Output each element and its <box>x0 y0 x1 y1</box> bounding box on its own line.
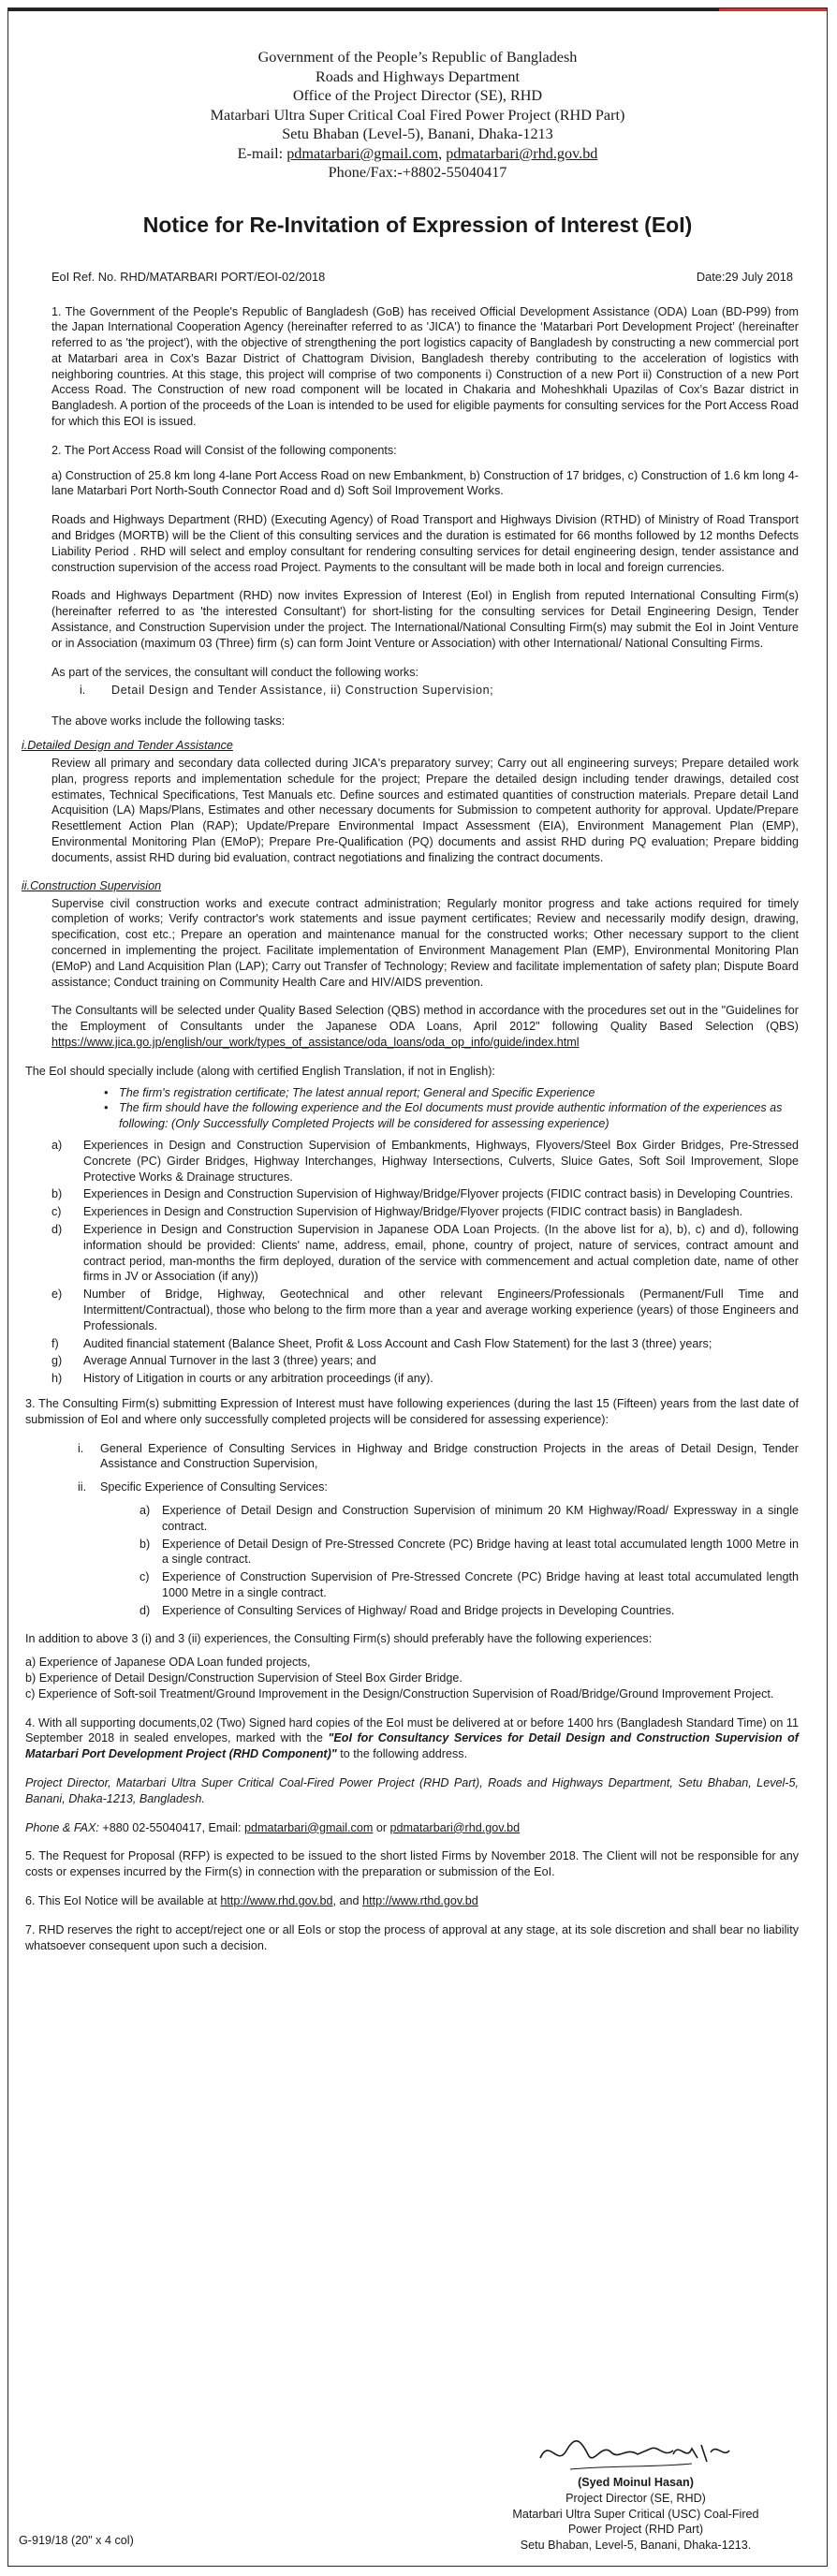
specific-item-text: Experience of Detail Design and Construction Supervision of minimum 20 KM Highway/Road/ Expressway in a single contract. <box>162 1503 799 1533</box>
works-item <box>8 683 827 699</box>
contact-email-rhd[interactable]: pdmatarbari@rhd.gov.bd <box>389 1820 521 1834</box>
experience-item <box>8 1287 827 1333</box>
paragraph-7-rights: 7. RHD reserves the right to accept/reject one or all EoIs or stop the process of approval at any stage, at its sole discretion and shall bear no liability whatsoever consequent upon such a decision. <box>25 1922 799 1952</box>
specific-experience-text: Specific Experience of Consulting Services: <box>100 1480 328 1494</box>
specific-experience-item <box>8 1569 827 1601</box>
handwritten-signature <box>533 2430 739 2477</box>
signatory-title: Project Director (SE, RHD) <box>565 2491 706 2505</box>
experience-text: Experiences in Design and Construction Supervision of Embankments, Highways, Flyovers/Steel Box Girder Bridges, Pre-Stressed Concrete (PC) Girder Bridges, Highway Interchanges, Highway Intersections, Culverts, Sluice Gates, Soft Soil Improvement, Slope Protective Works & Drainage structures. <box>83 1138 799 1184</box>
letterhead-address: Setu Bhaban (Level-5), Banani, Dhaka-1213 <box>282 125 553 142</box>
section-supervision-text: Supervise civil construction works and execute contract administration; Regularly monitor progress and take actions required for timely completion of works; Verify contractor's work statements and issue payment certificates; Review and necessarily modify design, drawing, specification, cost etc.; Prepare an operation and maintenance manual for the constructed works; Other necessary support to the client concerned in implementing the project. Facilitate implementation of Environment Management Plan (EMP), Environmental Monitoring Plan (EMoP) and Land Acquisition Plan (LAP); Carry out Transfer of Technology; Review and facilitate implementation of safety plan; Dispute Board assistance; Conduct training on Community Health Care and HIV/AIDS prevention. <box>51 896 799 989</box>
works-item-marker: i. <box>80 684 86 698</box>
contact-phone: +880 02-55040417, Email: <box>102 1820 244 1834</box>
tasks-intro: The above works include the following tasks: <box>51 714 286 729</box>
signatory-project-line2: Power Project (RHD Part) <box>567 2523 704 2537</box>
experience-marker: h) <box>51 1372 63 1386</box>
letterhead-project: Matarbari Ultra Super Critical Coal Fired Power Project (RHD Part) <box>210 106 625 124</box>
eoi-include-intro: The EoI should specially include (along with certified English Translation, if not in English): <box>25 1064 495 1078</box>
specific-item-marker: a) <box>140 1503 151 1517</box>
paragraph-qbs <box>8 1003 827 1050</box>
general-experience <box>8 1441 827 1473</box>
contact-or: or <box>373 1820 390 1834</box>
paragraph-works-intro: As part of the services, the consultant will conduct the following works: <box>51 665 418 679</box>
paragraph-invitation: Roads and Highways Department (RHD) now invites Expression of Interest (EoI) in English from reputed International Consulting Firm(s) (hereinafter referred to as 'the interested Consultant') for short-listing for the consulting services for Detail Engineering Design, Tender Assistance, and Construction Supervision under the project. The International/National Consulting Firm(s) may submit the EoI in Joint Venture or in Association (maximum 03 (Three) firm (s) can form Joint Venture or Association) with other International/ National Consulting Firms. <box>51 589 799 650</box>
paragraph-2-heading: 2. The Port Access Road will Consist of the following components: <box>51 443 397 457</box>
experience-text: Number of Bridge, Highway, Geotechnical and other relevant Engineers/Professionals (Permanent/Full Time and Intermittent/Contractual), those who belong to the firm more than a year and average working experience (years) of those Engineers and Professionals. <box>83 1288 799 1332</box>
reference-row <box>8 270 827 284</box>
bullet-text: The firm should have the following experience and the EoI documents must provide authentic information of the experiences as following: (Only Successfully Completed Projects will be considered for assessing experience) <box>119 1101 783 1131</box>
specific-experience <box>8 1479 827 1495</box>
experience-text: Experiences in Design and Construction Supervision of Highway/Bridge/Flyover projects (FIDIC contract basis) in Developing Countries. <box>83 1187 794 1201</box>
bullet-marker: • <box>104 1085 109 1099</box>
specific-item-text: Experience of Detail Design of Pre-Stressed Concrete (PC) Bridge having at least total accumulated length 1000 Metre in a single contract. <box>162 1537 799 1567</box>
general-experience-text: General Experience of Consulting Services in Highway and Bridge construction Projects in the areas of Detail Design, Tender Assistance and Construction Supervision, <box>100 1441 799 1471</box>
paragraph-2-components: a) Construction of 25.8 km long 4-lane Port Access Road on new Embankment, b) Construction of 17 bridges, c) Construction of 1.6 km long 4-lane Matarbari Port North-South Connector Road and d) Soft Soil Improvement Works. <box>51 468 799 498</box>
notice-frame <box>7 7 828 2567</box>
experience-item <box>8 1138 827 1185</box>
preferable-item: b) Experience of Detail Design/Construction Supervision of Steel Box Girder Bridge. <box>25 1671 463 1685</box>
signatory-address: Setu Bhaban, Level-5, Banani, Dhaka-1213. <box>520 2539 752 2553</box>
experience-item <box>8 1336 827 1352</box>
email-separator: , <box>438 144 447 162</box>
signature-stroke <box>540 2441 673 2458</box>
paragraph-6-availability <box>8 1893 827 1909</box>
availability-text: 6. This EoI Notice will be available at <box>25 1894 221 1908</box>
bullet-item <box>8 1085 827 1101</box>
experience-item <box>8 1186 827 1202</box>
letterhead-emails <box>8 144 827 164</box>
email-label: E-mail: <box>237 144 287 162</box>
rthd-website-link[interactable]: http://www.rthd.gov.bd <box>362 1894 478 1908</box>
experience-text: Audited financial statement (Balance Sheet, Profit & Loss Account and Cash Flow Statement) for the last 3 (three) years; <box>83 1336 712 1350</box>
submission-address: Project Director, Matarbari Ultra Super Critical Coal-Fired Power Project (RHD Part), Roads and Highways Department, Setu Bhaban, Level-5, Banani, Dhaka-1213, Bangladesh. <box>25 1776 799 1805</box>
experience-item <box>8 1204 827 1220</box>
email-link-rhd[interactable]: pdmatarbari@rhd.gov.bd <box>446 144 598 162</box>
experience-marker: c) <box>51 1205 62 1219</box>
contact-label: Phone & FAX: <box>25 1820 103 1834</box>
specific-item-marker: d) <box>140 1603 151 1617</box>
letterhead-govt: Government of the People’s Republic of Bangladesh <box>257 49 578 66</box>
notice-body <box>8 8 827 1966</box>
signature-date-stroke <box>673 2445 729 2462</box>
preferable-item: c) Experience of Soft-soil Treatment/Ground Improvement in the Design/Construction Supervision of Road/Bridge/Ground Improvement Project. <box>25 1686 774 1700</box>
notice-date: Date:29 July 2018 <box>696 269 793 284</box>
specific-item-marker: b) <box>140 1537 151 1551</box>
bullet-marker: • <box>104 1101 109 1115</box>
preferable-item: a) Experience of Japanese ODA Loan funded projects, <box>25 1656 311 1670</box>
reference-number: EoI Ref. No. RHD/MATARBARI PORT/EOI-02/2018 <box>51 269 326 284</box>
preferable-intro: In addition to above 3 (i) and 3 (ii) experiences, the Consulting Firm(s) should preferably have the following experiences: <box>25 1632 653 1646</box>
paragraph-1: 1. The Government of the People's Republic of Bangladesh (GoB) has received Official Development Assistance (ODA) Loan (BD-P99) from the Japan International Cooperation Agency (hereinafter referred to as 'JICA') to finance the ‘Matarbari Port Development Project’ (hereinafter referred to as 'the project'), with the objective of strengthening the port logistics capacity of Bangladesh by constructing a new commercial port at Matarbari area in Cox’s Bazar District of Chattogram Division, Bangladesh thereby contributing to the acceleration of logistics with neighboring countries. At this stage, this project will comprise of two components i) Construction of a new Port ii) Construction of a new Port Access Road. The Construction of new road component will be located in Chakaria and Moheshkhali Upazilas of Cox’s Bazar district in Bangladesh. A portion of the proceeds of the Loan is intended to be used for eligible payments for consulting services for the Port Access Road for which this EOI is issued. <box>51 304 799 429</box>
experience-marker: g) <box>51 1354 63 1368</box>
specific-item-marker: c) <box>140 1570 150 1584</box>
experience-text: History of Litigation in courts or any arbitration proceedings (if any). <box>83 1372 433 1386</box>
specific-experience-item <box>8 1503 827 1535</box>
specific-experience-item <box>8 1603 827 1619</box>
experience-item <box>8 1353 827 1369</box>
experience-text: Experiences in Design and Construction Supervision of Highway/Bridge/Flyover projects (FIDIC contract basis) in Bangladesh. <box>83 1205 743 1219</box>
availability-and: , and <box>332 1894 363 1908</box>
signatory-name: (Syed Moinul Hasan) <box>578 2476 694 2489</box>
signature-block <box>439 2475 832 2554</box>
experience-marker: b) <box>51 1187 63 1201</box>
qbs-text: The Consultants will be selected under Quality Based Selection (QBS) method in accordance with the procedures set out in the "Guidelines for the Employment of Consultants under the Japanese ODA Loans, April 2012" following Quality Based Selection (QBS) <box>51 1004 799 1034</box>
email-link-gmail[interactable]: pdmatarbari@gmail.com <box>286 144 439 162</box>
section-design-text: Review all primary and secondary data collected during JICA's preparatory survey; Carry out all engineering surveys; Prepare detailed work plan, progress reports and implementation schedule for the project; Prepare the detailed design including tender drawings, detailed cost estimates, Technical Specifications, Test Manuals etc. Define sources and estimated quantities of construction materials. Prepare detail Land Acquisition (LA) Maps/Plans, Estimates and other necessary documents for Submission to competent authority for approval. Update/Prepare Resettlement Action Plan (RAP); Update/Prepare Environmental Impact Assessment (EIA), Environment Management Plan (EMP), Environmental Monitoring Plan (EMoP); Prepare Pre-Qualification (PQ) documents and assist RHD during PQ evaluation; Prepare bidding documents, assist RHD during bid evaluation, contract negotiations and finalizing the contract documents. <box>51 757 799 864</box>
bullet-text: The firm's registration certificate; The latest annual report; General and Specific Experience <box>119 1085 595 1099</box>
publication-code: G-919/18 (20" x 4 col) <box>19 2534 134 2547</box>
specific-experience-marker: ii. <box>78 1480 87 1494</box>
experience-marker: d) <box>51 1222 63 1236</box>
experience-item <box>8 1371 827 1387</box>
notice-title: Notice for Re-Invitation of Expression of Interest (EoI) <box>142 212 693 237</box>
experience-marker: f) <box>51 1336 59 1350</box>
letterhead-office: Office of the Project Director (SE), RHD <box>292 87 543 104</box>
works-item-text: Detail Design and Tender Assistance, ii) Construction Supervision; <box>111 684 494 698</box>
paragraph-5-rfp: 5. The Request for Proposal (RFP) is expected to be issued to the short listed Firms by November 2018. The Client will not be responsible for any costs or expenses incurred by the Firm(s) in connection with the preparation or submission of the EoI. <box>25 1849 799 1879</box>
specific-experience-item <box>8 1537 827 1568</box>
signature-underline <box>570 2464 692 2469</box>
paragraph-3-requirements: 3. The Consulting Firm(s) submitting Expression of Interest must have following experiences (during the last 15 (Fifteen) years from the last date of submission of EoI and where only successfully completed projects will be considered for assessing experience): <box>25 1396 799 1426</box>
paragraph-4-submission <box>8 1715 827 1762</box>
specific-item-text: Experience of Consulting Services of Highway/ Road and Bridge projects in Developing Countries. <box>162 1603 675 1617</box>
experience-text: Experience in Design and Construction Supervision in Japanese ODA Loan Projects. (In the above list for a), b), c) and d), following information should be provided: Clients' name, address, email, phone, country of project, nature of services, contract amount and contract period, man-months the firm deployed, duration of the service with commencement and actual completion date, name of other firms in JV or Association (if any)) <box>83 1222 799 1284</box>
experience-text: Average Annual Turnover in the last 3 (three) years; and <box>83 1354 376 1368</box>
submission-text: 4. With all supporting documents,02 (Two) Signed hard copies of the EoI must be delivered at or before 1400 hrs (Bangladesh Standard Time) on 11 September 2018 in sealed envelopes, marked with the <box>25 1715 799 1745</box>
letterhead <box>8 48 827 183</box>
bullet-item <box>8 1100 827 1132</box>
letterhead-dept: Roads and Highways Department <box>315 67 521 85</box>
letterhead-phone: Phone/Fax:-+8802-55040417 <box>328 164 507 181</box>
section-supervision-heading: ii.Construction Supervision <box>22 878 162 892</box>
experience-item <box>8 1222 827 1285</box>
contact-email-gmail[interactable]: pdmatarbari@gmail.com <box>243 1820 374 1834</box>
submission-text-end: to the following address. <box>336 1747 468 1761</box>
section-design-heading: i.Detailed Design and Tender Assistance <box>22 739 233 753</box>
submission-envelope-marking: "EoI for Consultancy Services for Detail Design and Construction Supervision of Matarbari Port Development Project (RHD Component)" <box>25 1731 799 1761</box>
experience-marker: e) <box>51 1288 63 1302</box>
contact-line <box>8 1820 827 1836</box>
paragraph-client: Roads and Highways Department (RHD) (Executing Agency) of Road Transport and Highways Division (RTHD) of Ministry of Road Transport and Bridges (MORTB) will be the Client of this consulting services and the duration is estimated for 66 months followed by 12 months Defects Liability Period . RHD will select and employ consultant for rendering consulting services for detail engineering design, tender assistance and construction supervision of the access road Project. Payments to the consultant will be made both in local and foreign currencies. <box>51 513 799 574</box>
qbs-guideline-link[interactable]: https://www.jica.go.jp/english/our_work/types_of_assistance/oda_loans/oda_op_info/guide/index.html <box>51 1035 580 1049</box>
rhd-website-link[interactable]: http://www.rhd.gov.bd <box>220 1894 333 1908</box>
experience-marker: a) <box>51 1138 63 1152</box>
general-experience-marker: i. <box>78 1441 84 1455</box>
signatory-project-line1: Matarbari Ultra Super Critical (USC) Coal-Fired <box>512 2507 759 2521</box>
specific-item-text: Experience of Construction Supervision of Pre-Stressed Concrete (PC) Bridge having at least total accumulated length 1000 Metre in a single contract. <box>162 1570 799 1599</box>
